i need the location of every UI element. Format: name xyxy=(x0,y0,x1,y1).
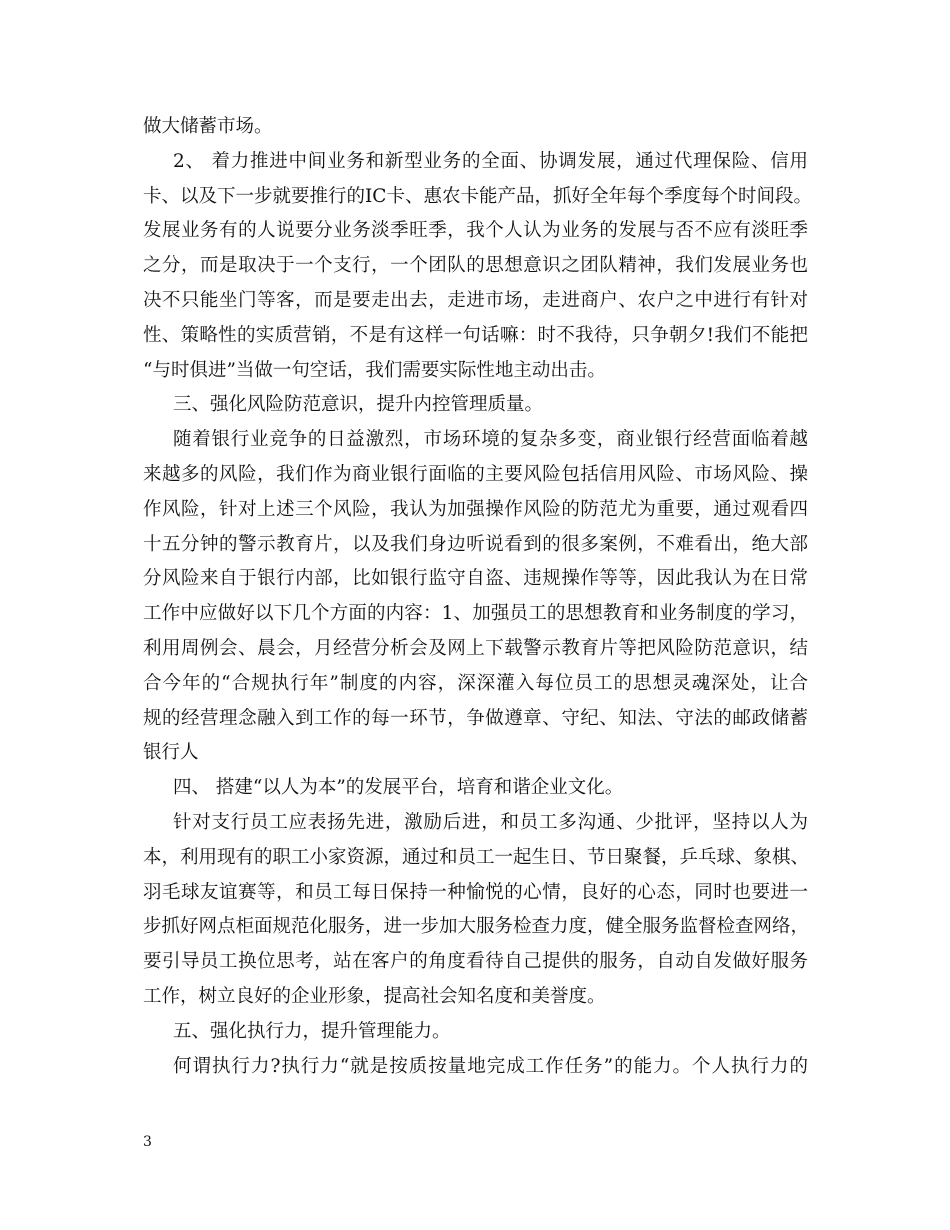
text-line: 分风险来自于银行内部，比如银行监守自盗、违规操作等等，因此我认为在日常 xyxy=(143,568,808,590)
text-line: 工作，树立良好的企业形象，提高社会知名度和美誉度。 xyxy=(143,985,606,1007)
text-line: 来越多的风险，我们作为商业银行面临的主要风险包括信用风险、市场风险、操 xyxy=(143,463,808,485)
text-line: 之分，而是取决于一个支行，一个团队的思想意识之团队精神，我们发展业务也 xyxy=(143,255,808,277)
section-heading: 四、 搭建“以人为本”的发展平台，培育和谐企业文化。 xyxy=(173,777,624,799)
text-line: 作风险，针对上述三个风险，我认为加强操作风险的防范尤为重要，通过观看四 xyxy=(143,498,808,520)
text-line: 合今年的“合规执行年”制度的内容，深深灌入每位员工的思想灵魂深处，让合 xyxy=(143,672,808,694)
text-line: 针对支行员工应表扬先进，激励后进，和员工多沟通、少批评，坚持以人为 xyxy=(173,811,808,833)
text-line: 做大储蓄市场。 xyxy=(143,116,273,137)
section-heading: 五、强化执行力，提升管理能力。 xyxy=(173,1020,451,1042)
text-line: 羽毛球友谊赛等，和员工每日保持一种愉悦的心情，良好的心态，同时也要进一 xyxy=(143,881,808,903)
document-body xyxy=(143,110,812,1084)
text-line: 工作中应做好以下几个方面的内容：1、加强员工的思想教育和业务制度的学习， xyxy=(143,603,808,625)
page-number: 3 xyxy=(143,1134,152,1150)
text-line: 卡、以及下一步就要推行的IC卡、惠农卡能产品，抓好全年每个季度每个时间段。 xyxy=(143,185,812,207)
text-line: 规的经营理念融入到工作的每一环节，争做遵章、守纪、知法、守法的邮政储蓄 xyxy=(143,707,808,729)
text-line: 步抓好网点柜面规范化服务，进一步加大服务检查力度，健全服务监督检查网络， xyxy=(143,916,810,938)
text-line: “与时俱进”当做一句空话，我们需要实际性地主动出击。 xyxy=(143,359,606,381)
section-heading: 三、强化风险防范意识，提升内控管理质量。 xyxy=(173,394,544,416)
text-line: 要引导员工换位思考，站在客户的角度看待自己提供的服务，自动自发做好服务 xyxy=(143,951,808,973)
text-line: 随着银行业竞争的日益激烈，市场环境的复杂多变，商业银行经营面临着越 xyxy=(173,429,808,451)
text-line: 银行人 xyxy=(143,742,199,764)
text-line: 发展业务有的人说要分业务淡季旺季，我个人认为业务的发展与否不应有淡旺季 xyxy=(143,220,808,242)
text-line: 性、策略性的实质营销，不是有这样一句话嘛：时不我待，只争朝夕!我们不能把 xyxy=(143,324,808,346)
text-line: 本，利用现有的职工小家资源，通过和员工一起生日、节日聚餐，乒乓球、象棋、 xyxy=(143,846,810,868)
text-line: 十五分钟的警示教育片，以及我们身边听说看到的很多案例，不难看出，绝大部 xyxy=(143,533,808,555)
text-line: 决不只能坐门等客，而是要走出去，走进市场，走进商户、农户之中进行有针对 xyxy=(143,289,808,311)
text-line: 利用周例会、晨会，月经营分析会及网上下载警示教育片等把风险防范意识，结 xyxy=(143,637,808,659)
text-line: 2、 着力推进中间业务和新型业务的全面、协调发展，通过代理保险、信用 xyxy=(173,150,808,172)
text-line: 何谓执行力?执行力“就是按质按量地完成工作任务”的能力。个人执行力的 xyxy=(173,1055,808,1077)
